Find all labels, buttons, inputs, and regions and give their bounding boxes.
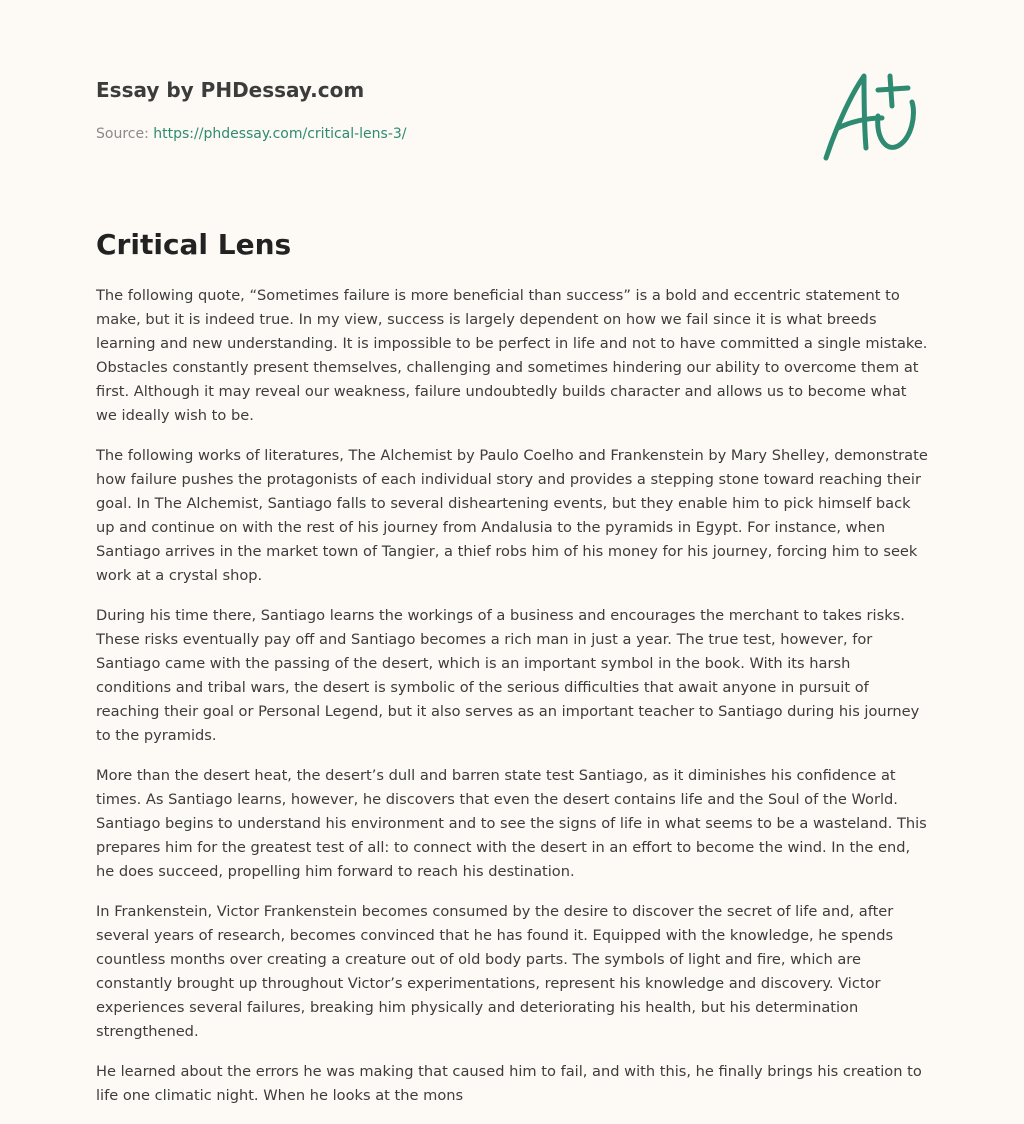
essay-paragraph: He learned about the errors he was making that caused him to fail, and with this, he finally brings his creation to life one climatic night. When he looks at the mons [96,1063,922,1104]
essay-paragraph: The following works of literatures, The Alchemist by Paulo Coelho and Frankenstein by Mary Shelley, demonstrate how failure pushes the protagonists of each individual story and provides a stepping stone toward reaching their goal. In The Alchemist, Santiago falls to several disheartening events, but they enable him to pick himself back up and continue on with the rest of his journey from Andalusia to the pyramids in Egypt. For instance, when Santiago arrives in the market town of Tangier, a thief robs him of his money for his journey, forcing him to seek work at a crystal shop. [96,447,928,584]
a-plus-grade-icon [820,68,924,164]
site-brand: Essay by PHDessay.com [96,78,365,102]
essay-body [96,284,928,1124]
source-label: Source: [96,126,149,142]
source-link[interactable]: https://phdessay.com/critical-lens-3/ [153,126,407,142]
essay-title: Critical Lens [96,228,292,261]
essay-paragraph: In Frankenstein, Victor Frankenstein becomes consumed by the desire to discover the secret of life and, after several years of research, becomes convinced that he has found it. Equipped with the knowledge, he spends countless months over creating a creature out of old body parts. The symbols of light and fire, which are constantly brought up throughout Victor’s experimentations, represent his knowledge and discovery. Victor experiences several failures, breaking him physically and deteriorating his health, but his determination strengthened. [96,903,894,1040]
essay-paragraph: The following quote, “Sometimes failure is more beneficial than success” is a bold and eccentric statement to make, but it is indeed true. In my view, success is largely dependent on how we fail since it is what breeds learning and new understanding. It is impossible to be perfect in life and not to have committed a single mistake. Obstacles constantly present themselves, challenging and sometimes hindering our ability to overcome them at first. Although it may reveal our weakness, failure undoubtedly builds character and allows us to become what we ideally wish to be. [96,287,928,424]
essay-paragraph: During his time there, Santiago learns the workings of a business and encourages the merchant to takes risks. These risks eventually pay off and Santiago becomes a rich man in just a year. The true test, however, for Santiago came with the passing of the desert, which is an important symbol in the book. With its harsh conditions and tribal wars, the desert is symbolic of the serious difficulties that await anyone in pursuit of reaching their goal or Personal Legend, but it also serves as an important teacher to Santiago during his journey to the pyramids. [96,607,920,744]
essay-paragraph: More than the desert heat, the desert’s dull and barren state test Santiago, as it diminishes his confidence at times. As Santiago learns, however, he discovers that even the desert contains life and the Soul of the World. Santiago begins to understand his environment and to see the signs of life in what seems to be a wasteland. This prepares him for the greatest test of all: to connect with the desert in an effort to become the wind. In the end, he does succeed, propelling him forward to reach his destination. [96,767,927,880]
page-header [96,76,924,176]
source-line [96,124,924,144]
